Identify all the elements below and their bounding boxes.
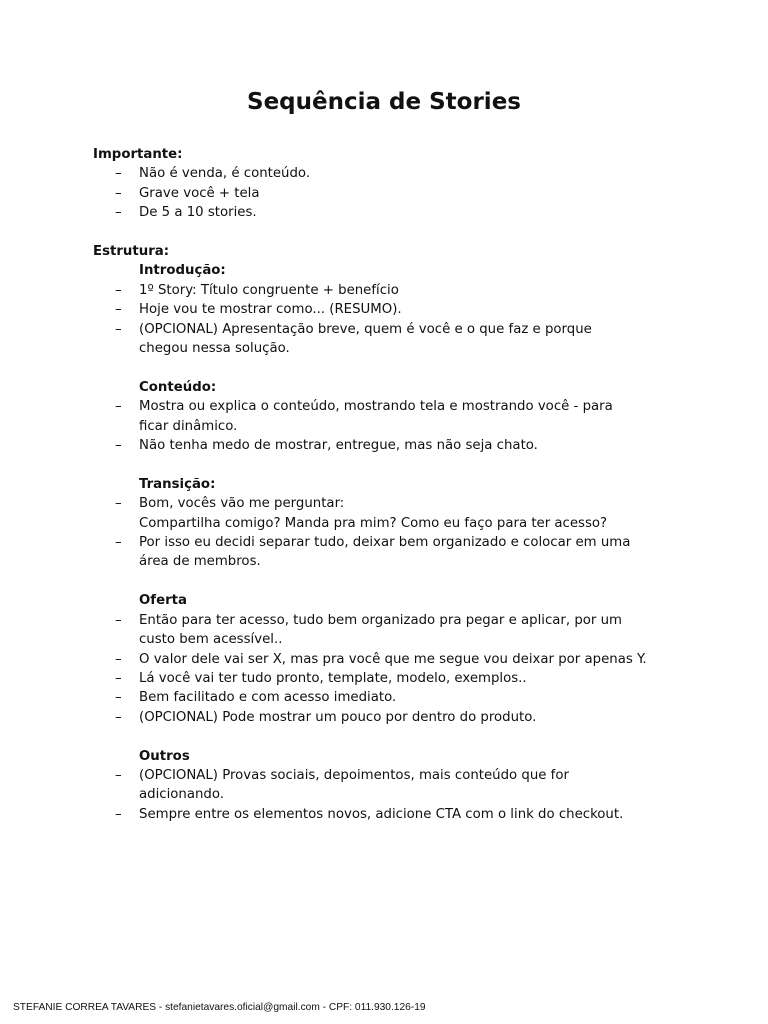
list-item: – Por isso eu decidi separar tudo, deixar bem organizado e colocar em uma: [93, 533, 693, 552]
dash-bullet: –: [115, 496, 122, 512]
dash-bullet: –: [115, 709, 122, 725]
footer-text: STEFANIE CORREA TAVARES - stefanietavares.oficial@gmail.com - CPF: 011.930.126-19: [13, 1002, 426, 1013]
dash-bullet: –: [115, 690, 122, 706]
dash-bullet: –: [115, 166, 122, 182]
dash-bullet: –: [115, 185, 122, 201]
dash-bullet: –: [115, 302, 122, 318]
document-body: [93, 145, 693, 824]
list-item: – Hoje vou te mostrar como... (RESUMO).: [93, 300, 693, 319]
list-item: – (OPCIONAL) Apresentação breve, quem é você e o que faz e porque: [93, 320, 693, 339]
dash-bullet: –: [115, 205, 122, 221]
list-item-continuation: chegou nessa solução.: [139, 341, 290, 357]
list-item-continuation: Compartilha comigo? Manda pra mim? Como eu faço para ter acesso?: [139, 515, 608, 531]
list-item: – Sempre entre os elementos novos, adicione CTA com o link do checkout.: [93, 805, 693, 824]
list-item: – Não tenha medo de mostrar, entregue, mas não seja chato.: [93, 436, 693, 455]
dash-bullet: –: [115, 438, 122, 454]
document-title: Sequência de Stories: [247, 89, 521, 115]
dash-bullet: –: [115, 321, 122, 337]
subsection-title-conteudo: Conteúdo:: [139, 379, 217, 395]
list-item: – 1º Story: Título congruente + benefício: [93, 281, 693, 300]
list-item: – Mostra ou explica o conteúdo, mostrando tela e mostrando você - para: [93, 397, 693, 416]
list-item: – (OPCIONAL) Provas sociais, depoimentos, mais conteúdo que for: [93, 766, 693, 785]
dash-bullet: –: [115, 282, 122, 298]
list-item: – (OPCIONAL) Pode mostrar um pouco por dentro do produto.: [93, 708, 693, 727]
list-item: – Então para ter acesso, tudo bem organizado pra pegar e aplicar, por um: [93, 611, 693, 630]
dash-bullet: –: [115, 767, 122, 783]
subsection-title-oferta: Oferta: [139, 593, 187, 609]
list-item: – De 5 a 10 stories.: [93, 203, 693, 222]
list-item-continuation: ficar dinâmico.: [139, 418, 238, 434]
subsection-title-introducao: Introdução:: [139, 263, 226, 279]
list-item-continuation: área de membros.: [139, 554, 261, 570]
list-item: – Bem facilitado e com acesso imediato.: [93, 688, 693, 707]
list-item: – Não é venda, é conteúdo.: [93, 164, 693, 183]
dash-bullet: –: [115, 399, 122, 415]
dash-bullet: –: [115, 535, 122, 551]
list-item: – Grave você + tela: [93, 184, 693, 203]
subsection-title-transicao: Transição:: [139, 476, 216, 492]
list-item: – O valor dele vai ser X, mas pra você que me segue vou deixar por apenas Y.: [93, 650, 693, 669]
list-item-continuation: adicionando.: [139, 787, 224, 803]
dash-bullet: –: [115, 806, 122, 822]
dash-bullet: –: [115, 670, 122, 686]
subsection-title-outros: Outros: [139, 748, 190, 764]
section-heading-estrutura: Estrutura:: [93, 244, 170, 260]
list-item: – Lá você vai ter tudo pronto, template, modelo, exemplos..: [93, 669, 693, 688]
dash-bullet: –: [115, 651, 122, 667]
dash-bullet: –: [115, 612, 122, 628]
section-heading-importante: Importante:: [93, 147, 183, 162]
list-item-continuation: custo bem acessível..: [139, 632, 283, 648]
list-item: – Bom, vocês vão me perguntar:: [93, 494, 693, 513]
